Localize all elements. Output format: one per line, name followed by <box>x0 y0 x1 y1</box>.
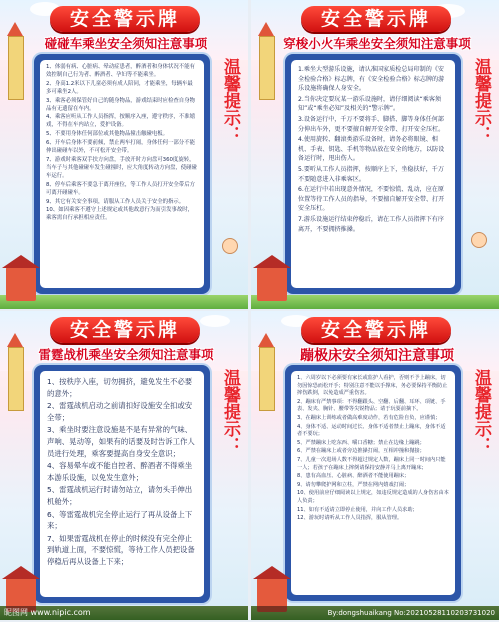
notice-item: 9、请勿攀爬护网和立柱，严禁在网内嬉戏打闹； <box>297 481 410 488</box>
notice-item: 11、如有不适请立即停止使用，并向工作人员求助； <box>297 506 418 513</box>
watermark-bar <box>0 606 248 620</box>
notice-item: 6、严禁在蹦床上或者旁边推搡打闹，互相冲撞和抛接； <box>297 448 425 455</box>
notice-item: 3、乘客必须保管好自己的随身物品，游戏结束时应检查自身物品有无遗留在车内。 <box>46 97 195 112</box>
poster-subtitle: 穿梭小火车乘坐安全须知注意事项 <box>283 36 471 51</box>
notice-item: 4、容易晕车或不能自控者、醉酒者不得乘坐本游乐设施，以免发生意外； <box>47 461 193 482</box>
notice-item: 1、六周岁以下必须要有家长或监护人看护，否则不予上蹦床，切勿因惊恐而松开手；特别注意不能以手撑床，务必要保持平衡防止摔伤跌倒，以免造成严重伤害。 <box>297 375 448 397</box>
notice-item: 5、严禁蹦床上吃东西、嚼口香糖；禁止在边缘上蹦跳； <box>297 439 425 446</box>
poster-title: 安全警示牌 <box>50 317 200 343</box>
notice-item: 2.当你决定要玩某一游乐设施时，请仔细阅读“乘客须知”或“乘坐必知”及相关的“警示牌”。 <box>298 95 442 113</box>
side-note: 温馨提示： <box>471 58 491 143</box>
notice-item: 10、如因乘客不遵守上述规定或其他故意行为而引发事故时，乘客需自行承担相应责任。 <box>46 207 194 222</box>
poster-shuttle-train <box>251 0 499 309</box>
notice-board <box>285 365 461 601</box>
notice-item: 2、蹦床有严禁事项：不得翻跟头、空翻、后翻、耳环、项链、手表、发夹、胸针、腰带等尖锐物品；请于玩耍前摘下。 <box>297 398 446 413</box>
notice-item: 3、乘坐时要注意设施是不是有异常的气味、声响、晃动等，如果有的话要及时告诉工作人员进行处理，乘客要提高自身安全意识； <box>47 425 195 458</box>
notice-text <box>40 60 204 228</box>
house-decoration <box>257 267 287 301</box>
notice-item: 8、停车后乘客不要急于离开座位，等工作人员打开安全带后方可离开碰碰车。 <box>46 181 195 196</box>
notice-board <box>34 365 210 603</box>
notice-item: 7.游乐设施运行结束停稳后，请在工作人员指挥下有序离开，不要拥挤推搡。 <box>298 215 444 233</box>
poster-subtitle: 雷霆战机乘坐安全须知注意事项 <box>38 347 214 362</box>
notice-item: 1、体弱有病、心脏病、晕动症患者，醉酒者和身体状况不能有效控制自己行为者、醉酒者、孕妇等不能乘坐。 <box>46 64 195 78</box>
cloud-decoration <box>200 315 230 327</box>
notice-item: 2、雷霆战机启动之前请扣好设施安全扣或安全带； <box>47 401 193 422</box>
notice-item: 10、使用前应仔细阅读以上规定，如违反规定造成的人身伤害由本人负责； <box>297 490 449 504</box>
notice-item: 3、在蹦床上训练或者做高难度动作，若有危险自负，应谨慎； <box>297 414 441 421</box>
notice-item: 12、游玩时请听从工作人员指挥，服从管理。 <box>297 515 403 522</box>
notice-item: 6.在运行中若出现意外情况，不要惊慌、乱动，应在原位置等待工作人员的指导，不要擅自解开安全带、打开安全压杠。 <box>298 186 445 213</box>
poster-title: 安全警示牌 <box>301 317 451 343</box>
notice-board <box>285 54 461 294</box>
side-note: 温馨提示： <box>471 369 491 454</box>
notice-text <box>291 371 455 528</box>
watermark-id: By:dongshuaikang No:20210528110203731020 <box>327 609 495 617</box>
notice-item: 4.使用旋转、翻滚类游乐设备时，请务必将眼镜、相机、手表、钥匙、手机等物品放在安全的地方，以防设备运行时，甩出伤人。 <box>298 136 445 163</box>
house-decoration <box>6 267 36 301</box>
notice-item: 5、不要用身体任何部位或其他物品撞击触碰电板。 <box>46 131 169 138</box>
notice-item: 4、身体不适、运动时间过长、身体不适者禁止上蹦床，身体不适者不要玩； <box>297 423 446 438</box>
notice-item: 5、雷霆战机运行时请勿站立，请勿头手伸出机舱外； <box>47 485 193 506</box>
side-note: 温馨提示： <box>220 369 240 454</box>
poster-title: 安全警示牌 <box>50 6 200 32</box>
watermark-bar <box>251 606 499 620</box>
notice-item: 6、开车后身体不要前倾，禁止两车打闹，身体任何一部分不能伸出碰碰车以外，不可松开安全带。 <box>46 140 195 155</box>
side-note: 温馨提示： <box>220 58 240 143</box>
notice-item: 4、乘客应听从工作人员指挥，按顺序入座，遵守秩序，不准嬉戏，不得在车内站立，爱护设备。 <box>46 114 195 129</box>
notice-item: 3.设备运行中，千万不要将手、脚搭、脚等身体任何部分伸出车外，更不要擅自解开安全带、打开安全压杠。 <box>298 115 445 133</box>
poster-title: 安全警示牌 <box>301 6 451 32</box>
poster-bumper-car <box>0 0 248 309</box>
notice-item: 1.乘坐大型游乐设施，请认准国家质检总局印制的《安全检验合格》标志牌，有《安全检验合格》标志牌的游乐设施将确保人身安全。 <box>298 66 445 93</box>
notice-item: 7、儿童一次进场人数不得超过规定人数，蹦床上同一时间内只能一人；若孩子在蹦床上摔倒请保持安静并马上离开蹦床； <box>297 456 446 471</box>
notice-item: 7、游戏时乘客双手扶方向盘，手放开时方向盘可360度旋转，当车子与其他碰碰车发生碰撞时，应大角度转动方向盘，使碰碰车运行。 <box>46 156 197 179</box>
grass-decoration <box>251 295 499 309</box>
notice-item: 6、等雷霆战机完全停止运行了再从设备上下来； <box>47 509 193 531</box>
notice-item: 2、身高1.2米以下儿童必须有成人陪同，才能乘坐，每辆车最多可乘坐2人。 <box>46 80 193 95</box>
poster-trampoline <box>251 311 499 620</box>
poster-thunder-fighter <box>0 311 248 620</box>
notice-text <box>40 371 204 574</box>
notice-item: 7、如果雷霆战机在停止的时候没有完全停止到轨道上面，不要惊慌，等待工作人员把设备停稳后再从设备上下来； <box>47 533 195 566</box>
notice-item: 1、按秩序入座，切勿拥挤，避免发生不必要的意外； <box>47 377 193 398</box>
notice-item: 9、其它有关安全事项，请服从工作人员关于安全的指示。 <box>46 198 185 205</box>
notice-board <box>34 54 210 294</box>
child-decoration <box>471 232 487 248</box>
watermark-site: 昵图网 www.nipic.com <box>4 608 91 617</box>
child-decoration <box>222 238 238 254</box>
poster-subtitle: 碰碰车乘坐安全须知注意事项 <box>44 36 208 51</box>
poster-subtitle: 蹦极床安全须知注意事项 <box>300 348 454 364</box>
notice-item: 8、患有高血压、心脏病、醉酒者不能使用蹦床； <box>297 473 410 480</box>
notice-item: 5.要听从工作人员指挥，按顺序上下，坐稳扶好，千万不要随意进入非乘客区。 <box>298 165 444 183</box>
notice-text <box>291 60 455 240</box>
grass-decoration <box>0 295 248 309</box>
